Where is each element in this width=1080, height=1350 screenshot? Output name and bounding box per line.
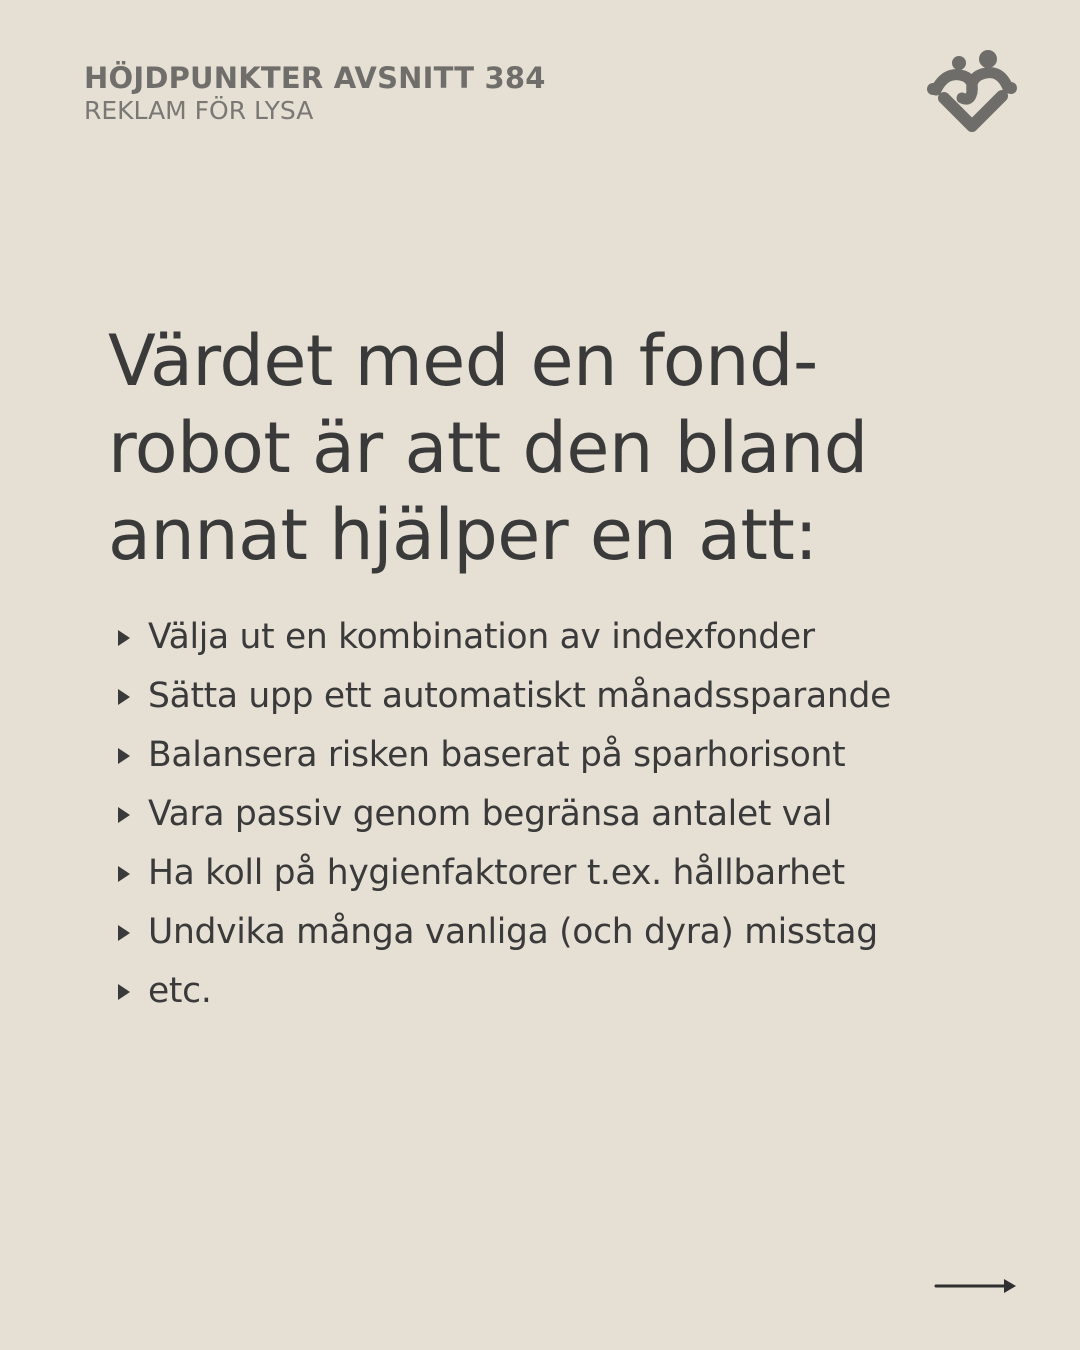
list-item-text: Ha koll på hygienfaktorer t.ex. hållbarhet (148, 853, 845, 893)
list-item-text: Välja ut en kombination av indexfonder (148, 617, 815, 657)
list-item-text: Undvika många vanliga (och dyra) misstag (148, 912, 878, 952)
list-item (114, 726, 891, 785)
bullet-triangle-icon (118, 984, 130, 1000)
bullet-triangle-icon (118, 866, 130, 882)
episode-title: HÖJDPUNKTER AVSNITT 384 (84, 61, 546, 95)
list-item (114, 785, 891, 844)
ad-disclaimer: REKLAM FÖR LYSA (84, 96, 314, 125)
bullet-triangle-icon (118, 807, 130, 823)
bullet-triangle-icon (118, 630, 130, 646)
list-item (114, 903, 891, 962)
bullet-triangle-icon (118, 689, 130, 705)
list-item (114, 962, 891, 1021)
list-item-text: etc. (148, 971, 212, 1011)
benefit-list (114, 608, 891, 1021)
list-item (114, 608, 891, 667)
list-item-text: Balansera risken baserat på sparhorisont (148, 735, 846, 775)
list-item-text: Sätta upp ett automatiskt månadssparande (148, 676, 891, 716)
headline-line: Värdet med en fond- (108, 320, 818, 402)
bullet-triangle-icon (118, 925, 130, 941)
arrow-right-icon[interactable] (934, 1274, 1018, 1298)
headline-line: annat hjälper en att: (108, 494, 818, 576)
list-item (114, 844, 891, 903)
bullet-triangle-icon (118, 748, 130, 764)
headline-line: robot är att den bland (108, 407, 868, 489)
headline (108, 318, 1008, 579)
list-item (114, 667, 891, 726)
people-heart-logo-icon (926, 46, 1018, 134)
header (84, 58, 546, 126)
list-item-text: Vara passiv genom begränsa antalet val (148, 794, 833, 834)
